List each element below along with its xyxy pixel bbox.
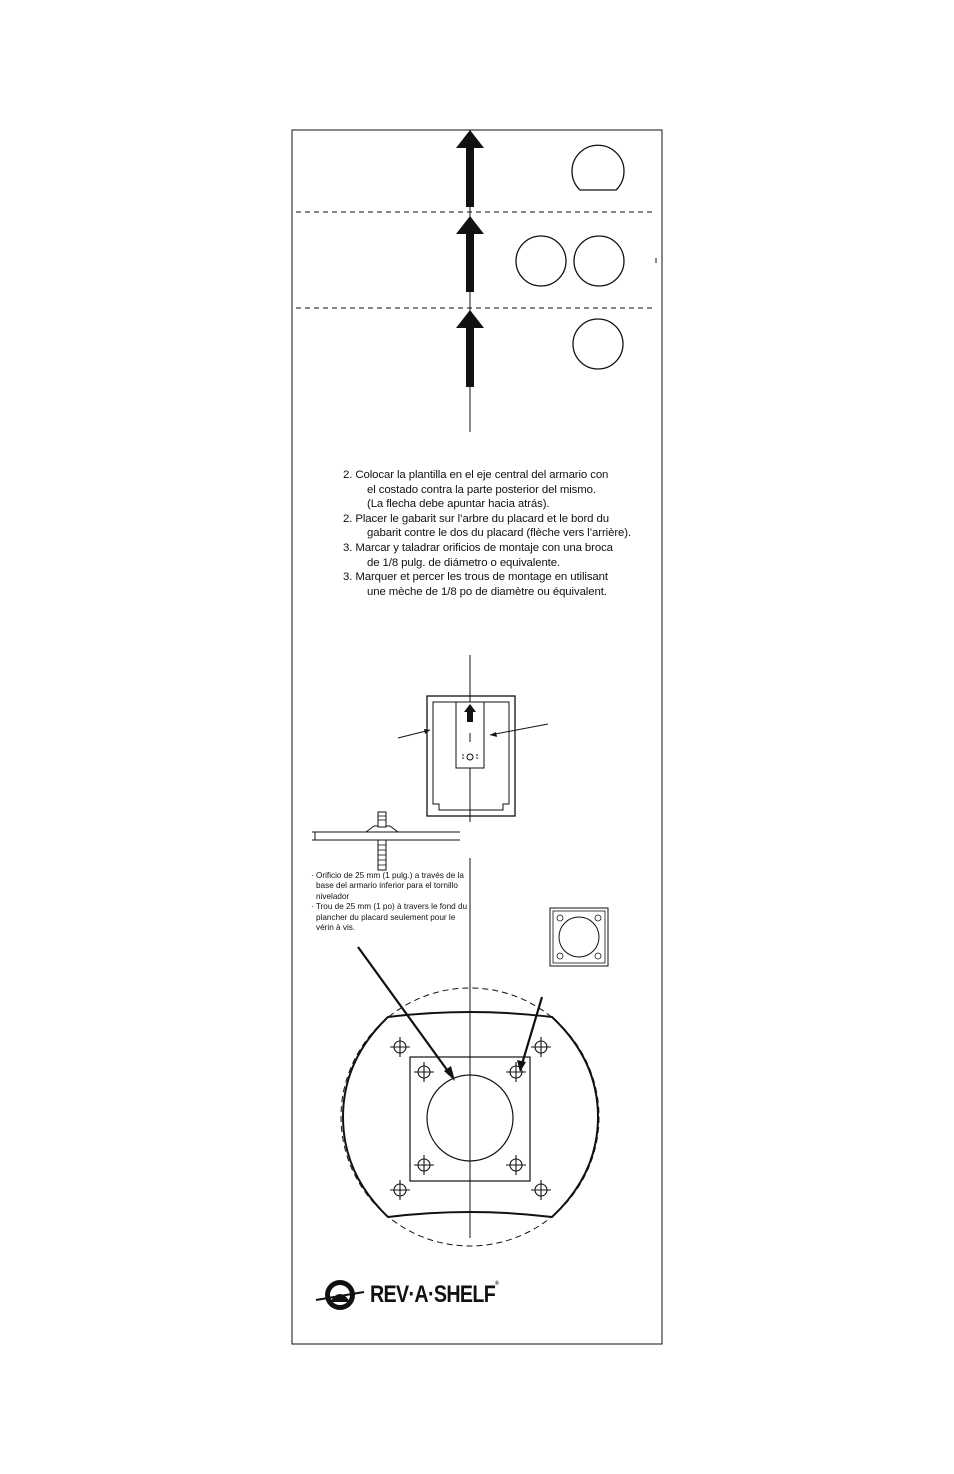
instructions-block bbox=[343, 468, 643, 599]
registered-mark: ® bbox=[495, 1281, 499, 1287]
hole-circle bbox=[572, 145, 624, 190]
note-es: · Orificio de 25 mm (1 pulg.) a través de la base del armario inferior para el tornillo nivelador bbox=[311, 871, 464, 901]
arrow-up-icon bbox=[456, 216, 484, 292]
brand-name: REV·A·SHELF bbox=[370, 1281, 496, 1308]
cabinet-diagram bbox=[398, 655, 548, 822]
leveling-screw-note bbox=[311, 871, 471, 933]
note-fr: · Trou de 25 mm (1 po) à travers le fond du plancher du placard seulement pour le vérin à vis. bbox=[311, 902, 468, 933]
leveling-screw-diagram bbox=[312, 812, 460, 870]
rev-a-shelf-logo-mark bbox=[316, 1280, 364, 1310]
instruction-line: 3. Marcar y taladrar orificios de montaje con una broca bbox=[343, 541, 613, 554]
arrow-up-icon bbox=[456, 130, 484, 207]
base-plate-icon bbox=[550, 908, 608, 966]
instruction-step bbox=[343, 468, 643, 512]
instruction-step bbox=[343, 512, 643, 541]
instruction-line: de 1/8 pulg. de diámetro o equivalente. bbox=[367, 556, 561, 569]
instruction-step bbox=[343, 541, 643, 570]
instruction-line: gabarit contre le dos du placard (flèche vers l’arrière). bbox=[367, 527, 632, 540]
instruction-line: el costado contra la parte posterior del mismo. bbox=[367, 483, 596, 496]
hole-circle bbox=[516, 236, 566, 286]
hole-circle bbox=[573, 319, 623, 369]
instruction-line: 2. Placer le gabarit sur l’arbre du placard et le bord du bbox=[343, 512, 609, 525]
instruction-line: 3. Marquer et percer les trous de montage en utilisant bbox=[343, 571, 608, 584]
instruction-line: une mèche de 1/8 po de diamètre ou équivalent. bbox=[367, 585, 607, 598]
hole-circle bbox=[574, 236, 624, 286]
brand-logo-text bbox=[370, 1281, 499, 1309]
instruction-line: 2. Colocar la plantilla en el eje central del armario con bbox=[343, 469, 609, 481]
instruction-step bbox=[343, 570, 643, 599]
arrow-up-icon bbox=[456, 310, 484, 387]
instruction-line: (La flecha debe apuntar hacia atrás). bbox=[367, 498, 550, 511]
